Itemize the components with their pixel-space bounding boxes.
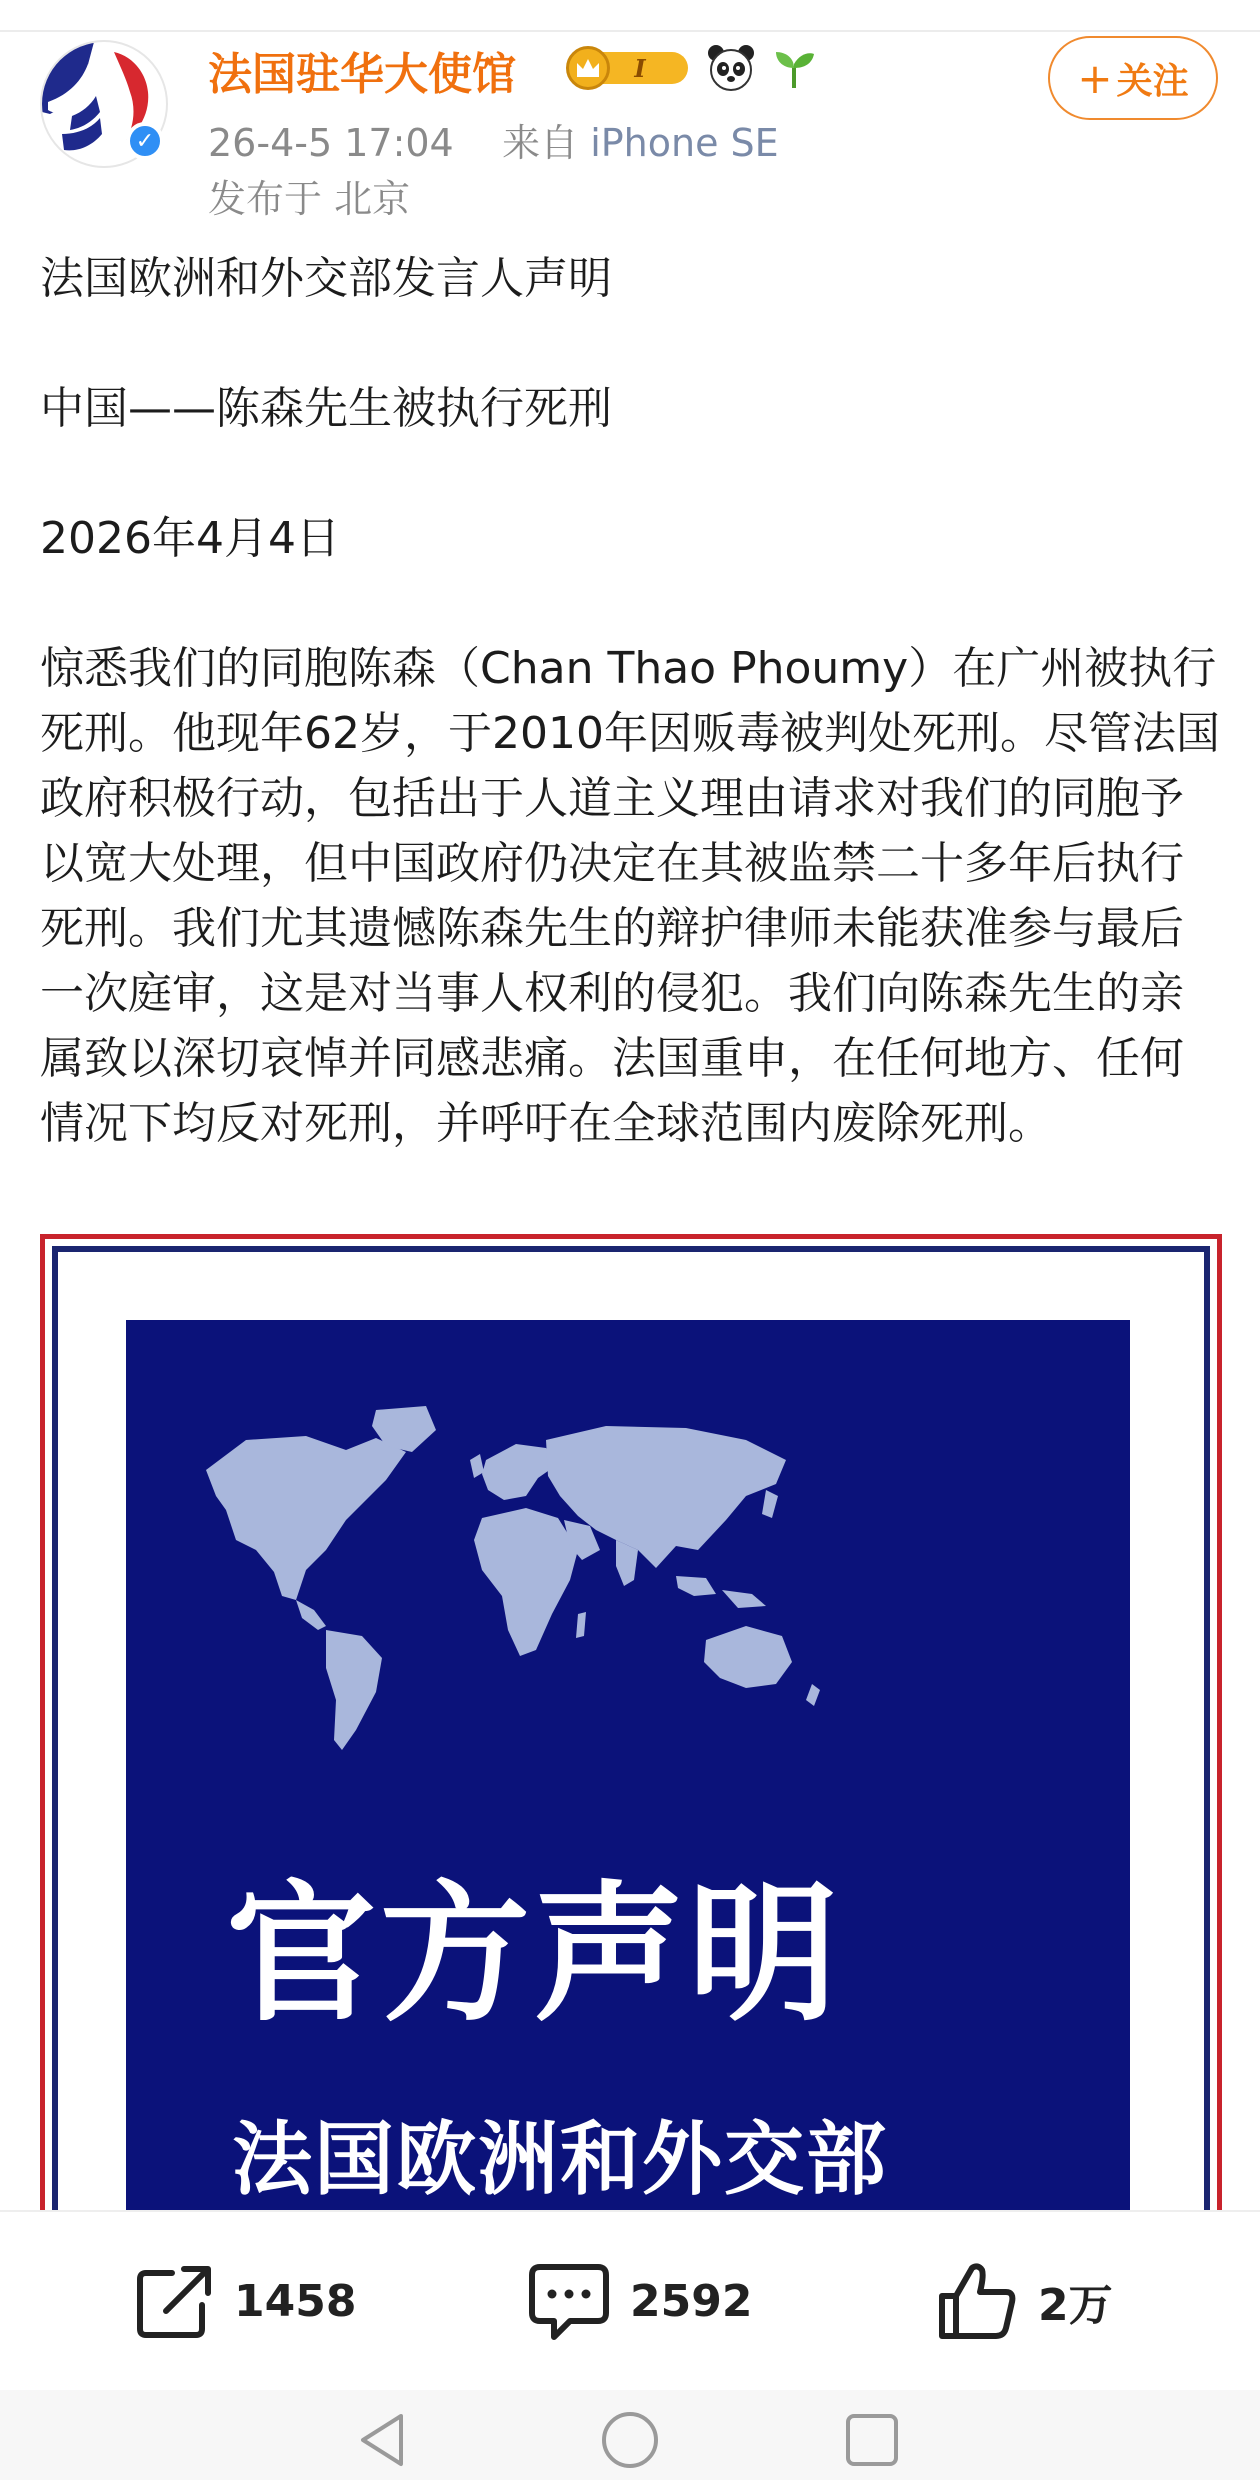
status-strip xyxy=(0,0,1260,32)
like-count: 2万 xyxy=(1038,2280,1113,2331)
action-bar xyxy=(0,2210,1260,2392)
graphic-title: 官方声明 xyxy=(226,1868,843,2042)
thumbs-up-icon xyxy=(934,2258,1020,2344)
home-button[interactable] xyxy=(600,2410,660,2470)
statement-paragraph: 惊悉我们的同胞陈森（Chan Thao Phoumy）在广州被执行死刑。他现年62岁，于2010年因贩毒被判处死刑。尽管法国政府积极行动，包括出于人道主义理由请求对我们的同胞予以宽大处理，但中国政府仍决定在其被监禁二十多年后执行死刑。我们尤其遗憾陈森先生的辩护律师未能获准参与最后一次庭审，这是对当事人权利的侵犯。我们向陈森先生的亲属致以深切哀悼并同感悲痛。法国重申，在任何地方、任何情况下均反对死刑，并呼吁在全球范围内废除死刑。 xyxy=(40,643,1220,1149)
sprout-icon[interactable] xyxy=(772,46,816,90)
share-button[interactable] xyxy=(132,2256,356,2346)
back-triangle-icon xyxy=(355,2410,409,2470)
world-map-icon xyxy=(186,1400,826,1760)
post-timestamp: 26-4-5 17:04 xyxy=(208,121,454,165)
post-text xyxy=(40,246,1225,1156)
recents-button[interactable] xyxy=(842,2410,902,2470)
source-device-link[interactable]: iPhone SE xyxy=(590,121,779,165)
system-nav-bar xyxy=(0,2390,1260,2480)
panda-icon[interactable] xyxy=(706,43,756,93)
comment-count: 2592 xyxy=(630,2275,753,2327)
post-location: 发布于 北京 xyxy=(208,177,411,221)
back-button[interactable] xyxy=(352,2410,412,2470)
share-count: 1458 xyxy=(234,2275,357,2327)
follow-button[interactable] xyxy=(1048,36,1218,120)
post-image[interactable] xyxy=(40,1234,1222,2234)
plus-icon: + xyxy=(1077,53,1113,103)
like-button[interactable] xyxy=(934,2256,1113,2346)
username[interactable]: 法国驻华大使馆 xyxy=(208,49,516,100)
graphic-subtitle: 法国欧洲和外交部 xyxy=(232,2113,888,2206)
user-badges xyxy=(566,42,816,94)
statement-graphic xyxy=(126,1320,1130,2234)
post-meta xyxy=(208,112,779,167)
comment-button[interactable] xyxy=(526,2256,752,2346)
crown-icon xyxy=(566,46,610,90)
comment-icon xyxy=(526,2259,612,2343)
statement-subject: 中国——陈森先生被执行死刑 xyxy=(40,383,612,434)
statement-date: 2026年4月4日 xyxy=(40,513,340,564)
recent-square-icon xyxy=(842,2410,902,2470)
member-level-text: I xyxy=(592,52,688,84)
follow-label: 关注 xyxy=(1116,60,1189,102)
member-level-badge[interactable] xyxy=(566,46,690,90)
verified-badge-icon: ✓ xyxy=(126,122,164,160)
home-circle-icon xyxy=(600,2410,660,2470)
source-prefix: 来自 xyxy=(502,121,579,165)
share-icon xyxy=(132,2259,216,2343)
statement-heading: 法国欧洲和外交部发言人声明 xyxy=(40,253,612,304)
